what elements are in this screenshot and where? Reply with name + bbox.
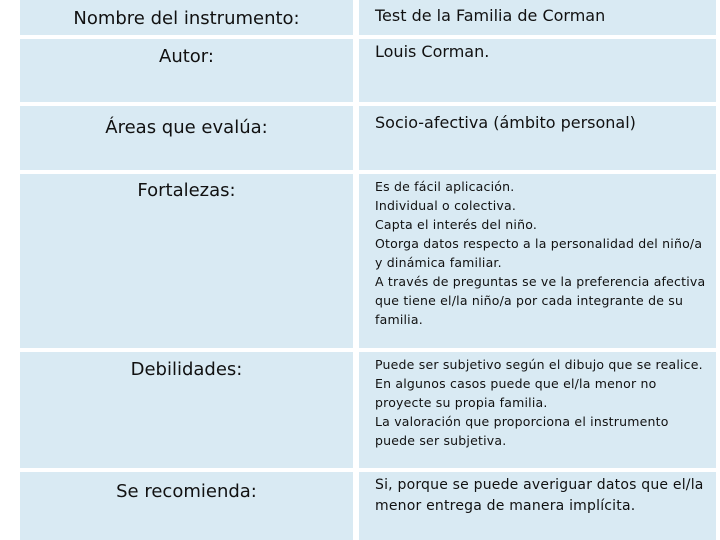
value-cell bbox=[359, 352, 716, 468]
list-item: puede ser subjetiva. bbox=[375, 433, 507, 448]
text-line: Si, porque se puede averiguar datos que el/la bbox=[375, 477, 704, 493]
value-cell bbox=[359, 472, 716, 540]
value-cell bbox=[359, 174, 716, 348]
instrument-table bbox=[20, 0, 716, 540]
list-item: La valoración que proporciona el instrumento bbox=[375, 414, 669, 429]
list-item: Puede ser subjetivo según el dibujo que se realice. bbox=[375, 357, 703, 372]
list-item: Individual o colectiva. bbox=[375, 198, 517, 213]
row-label: Autor: bbox=[159, 46, 214, 67]
row-value: Socio-afectiva (ámbito personal) bbox=[375, 113, 636, 132]
table-row-weaknesses bbox=[20, 352, 716, 468]
table-row-areas bbox=[20, 106, 716, 170]
list-item: proyecte su propia familia. bbox=[375, 395, 548, 410]
text-line: menor entrega de manera implícita. bbox=[375, 498, 636, 514]
list-item: Capta el interés del niño. bbox=[375, 217, 538, 232]
row-label: Nombre del instrumento: bbox=[73, 8, 300, 29]
table-row-instrument-name bbox=[20, 0, 716, 35]
list-item: que tiene el/la niño/a por cada integrante de su bbox=[375, 293, 684, 308]
label-cell bbox=[20, 0, 353, 35]
list-item: En algunos casos puede que el/la menor no bbox=[375, 376, 657, 391]
value-cell bbox=[359, 0, 716, 35]
label-cell bbox=[20, 352, 353, 468]
row-label: Debilidades: bbox=[130, 359, 243, 380]
strengths-list bbox=[375, 177, 708, 329]
list-item: y dinámica familiar. bbox=[375, 255, 502, 270]
row-label: Fortalezas: bbox=[137, 180, 236, 201]
row-value: Test de la Familia de Corman bbox=[375, 6, 606, 25]
list-item: Es de fácil aplicación. bbox=[375, 179, 515, 194]
value-cell bbox=[359, 106, 716, 170]
table-row-author bbox=[20, 39, 716, 102]
label-cell bbox=[20, 39, 353, 102]
recommendation-text bbox=[375, 475, 706, 517]
table-row-recommendation bbox=[20, 472, 716, 540]
table-row-strengths bbox=[20, 174, 716, 348]
list-item: familia. bbox=[375, 312, 423, 327]
label-cell bbox=[20, 106, 353, 170]
value-cell bbox=[359, 39, 716, 102]
label-cell bbox=[20, 472, 353, 540]
row-label: Se recomienda: bbox=[116, 481, 257, 502]
list-item: A través de preguntas se ve la preferencia afectiva bbox=[375, 274, 706, 289]
row-label: Áreas que evalúa: bbox=[105, 117, 268, 138]
list-item: Otorga datos respecto a la personalidad del niño/a bbox=[375, 236, 703, 251]
row-value: Louis Corman. bbox=[375, 42, 490, 61]
weaknesses-list bbox=[375, 355, 708, 450]
label-cell bbox=[20, 174, 353, 348]
